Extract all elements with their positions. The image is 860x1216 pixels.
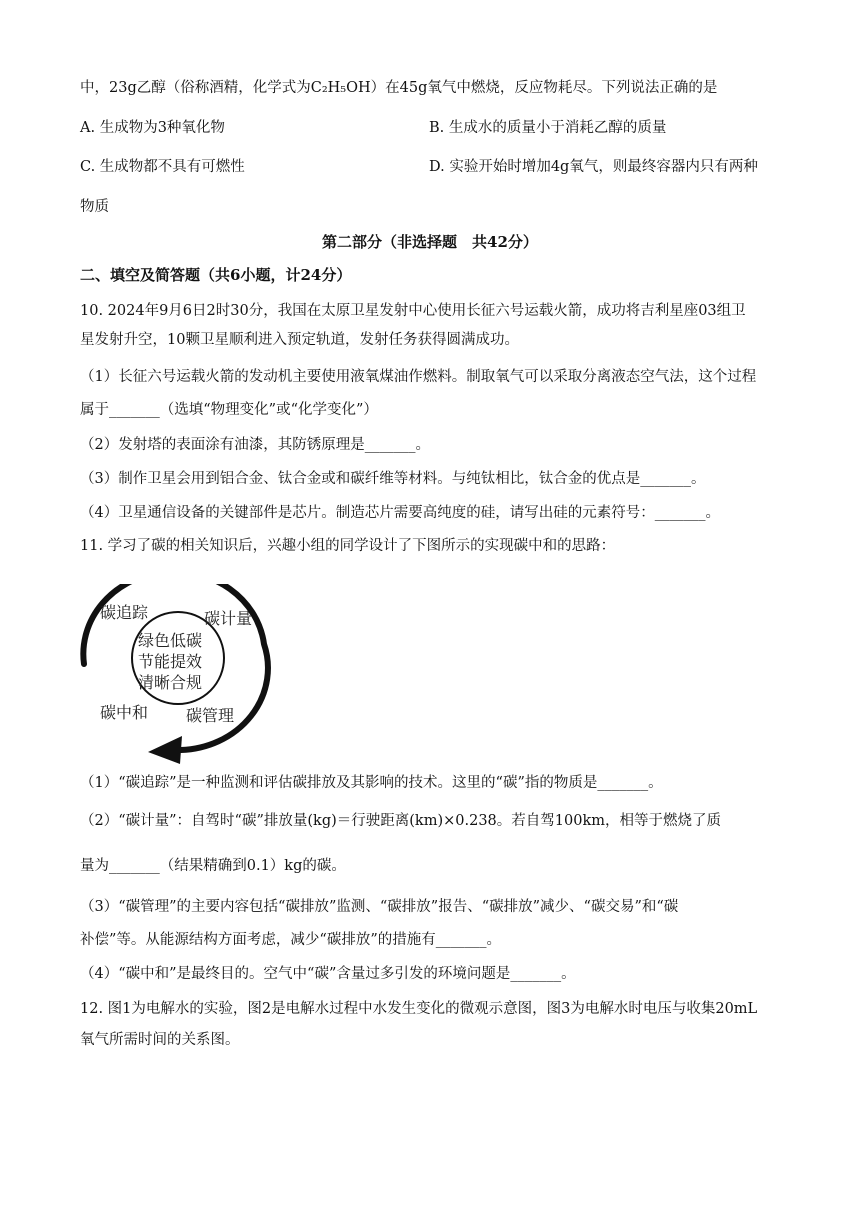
question-10-stem-line1: 10. 2024年9月6日2时30分，我国在太原卫星发射中心使用长征六号运载火箭，成功将吉利星座03组卫: [80, 303, 746, 319]
question-11-part1: （1）“碳追踪”是一种监测和评估碳排放及其影响的技术。这里的“碳”指的物质是_______。: [80, 775, 663, 791]
carbon-neutral-cycle-diagram: [76, 584, 276, 764]
inner-line-1: 绿色低碳: [138, 631, 203, 650]
section-two-heading: 二、填空及简答题（共6小题，计24分）: [80, 266, 352, 284]
label-carbon-tracking: 碳追踪: [100, 603, 149, 622]
question-11-stem: 11. 学习了碳的相关知识后，兴趣小组的同学设计了下图所示的实现碳中和的思路：: [80, 538, 616, 554]
label-carbon-neutral: 碳中和: [100, 703, 149, 722]
question-10-stem-line2: 星发射升空，10颗卫星顺利进入预定轨道，发射任务获得圆满成功。: [80, 332, 519, 348]
question-12-stem-line1: 12. 图1为电解水的实验，图2是电解水过程中水发生变化的微观示意图，图3为电解水时电压与收集20mL: [80, 1001, 758, 1017]
question-10-part1-line1: （1）长征六号运载火箭的发动机主要使用液氧煤油作燃料。制取氧气可以采取分离液态空气法，这个过程: [80, 369, 757, 385]
question-9-stem: 中，23g乙醇（俗称酒精，化学式为C₂H₅OH）在45g氧气中燃烧，反应物耗尽。下列说法正确的是: [80, 80, 718, 96]
part-two-heading: 第二部分（非选择题 共42分）: [322, 233, 538, 251]
label-carbon-metering: 碳计量: [204, 609, 253, 628]
inner-line-3: 清晰合规: [138, 673, 203, 692]
question-12-stem-line2: 氧气所需时间的关系图。: [80, 1032, 240, 1048]
question-10-part2: （2）发射塔的表面涂有油漆，其防锈原理是_______。: [80, 437, 430, 453]
question-10-part4: （4）卫星通信设备的关键部件是芯片。制造芯片需要高纯度的硅，请写出硅的元素符号：_______。: [80, 505, 720, 521]
option-b[interactable]: B. 生成水的质量小于消耗乙醇的质量: [429, 120, 667, 136]
option-a[interactable]: A. 生成物为3种氧化物: [80, 120, 225, 136]
label-carbon-management: 碳管理: [186, 706, 235, 725]
question-10-part3: （3）制作卫星会用到铝合金、钛合金或和碳纤维等材料。与纯钛相比，钛合金的优点是_______。: [80, 471, 706, 487]
question-11-part3-line1: （3）“碳管理”的主要内容包括“碳排放”监测、“碳排放”报告、“碳排放”减少、“碳交易”和“碳: [80, 899, 679, 915]
question-11-part2-line1: （2）“碳计量”：自驾时“碳”排放量(kg)＝行驶距离(km)×0.238。若自驾100km，相等于燃烧了质: [80, 813, 721, 829]
cycle-arrowhead: [148, 736, 182, 764]
option-d-continued: 物质: [80, 199, 109, 215]
option-c[interactable]: C. 生成物都不具有可燃性: [80, 159, 245, 175]
option-d[interactable]: D. 实验开始时增加4g氧气，则最终容器内只有两种: [429, 159, 758, 175]
question-10-part1-line2: 属于_______（选填“物理变化”或“化学变化”）: [80, 402, 378, 418]
question-11-part2-line2: 量为_______（结果精确到0.1）kg的碳。: [80, 858, 346, 874]
inner-line-2: 节能提效: [138, 652, 203, 671]
question-11-part3-line2: 补偿”等。从能源结构方面考虑，减少“碳排放”的措施有_______。: [80, 932, 501, 948]
question-11-part4: （4）“碳中和”是最终目的。空气中“碳”含量过多引发的环境问题是_______。: [80, 966, 576, 982]
